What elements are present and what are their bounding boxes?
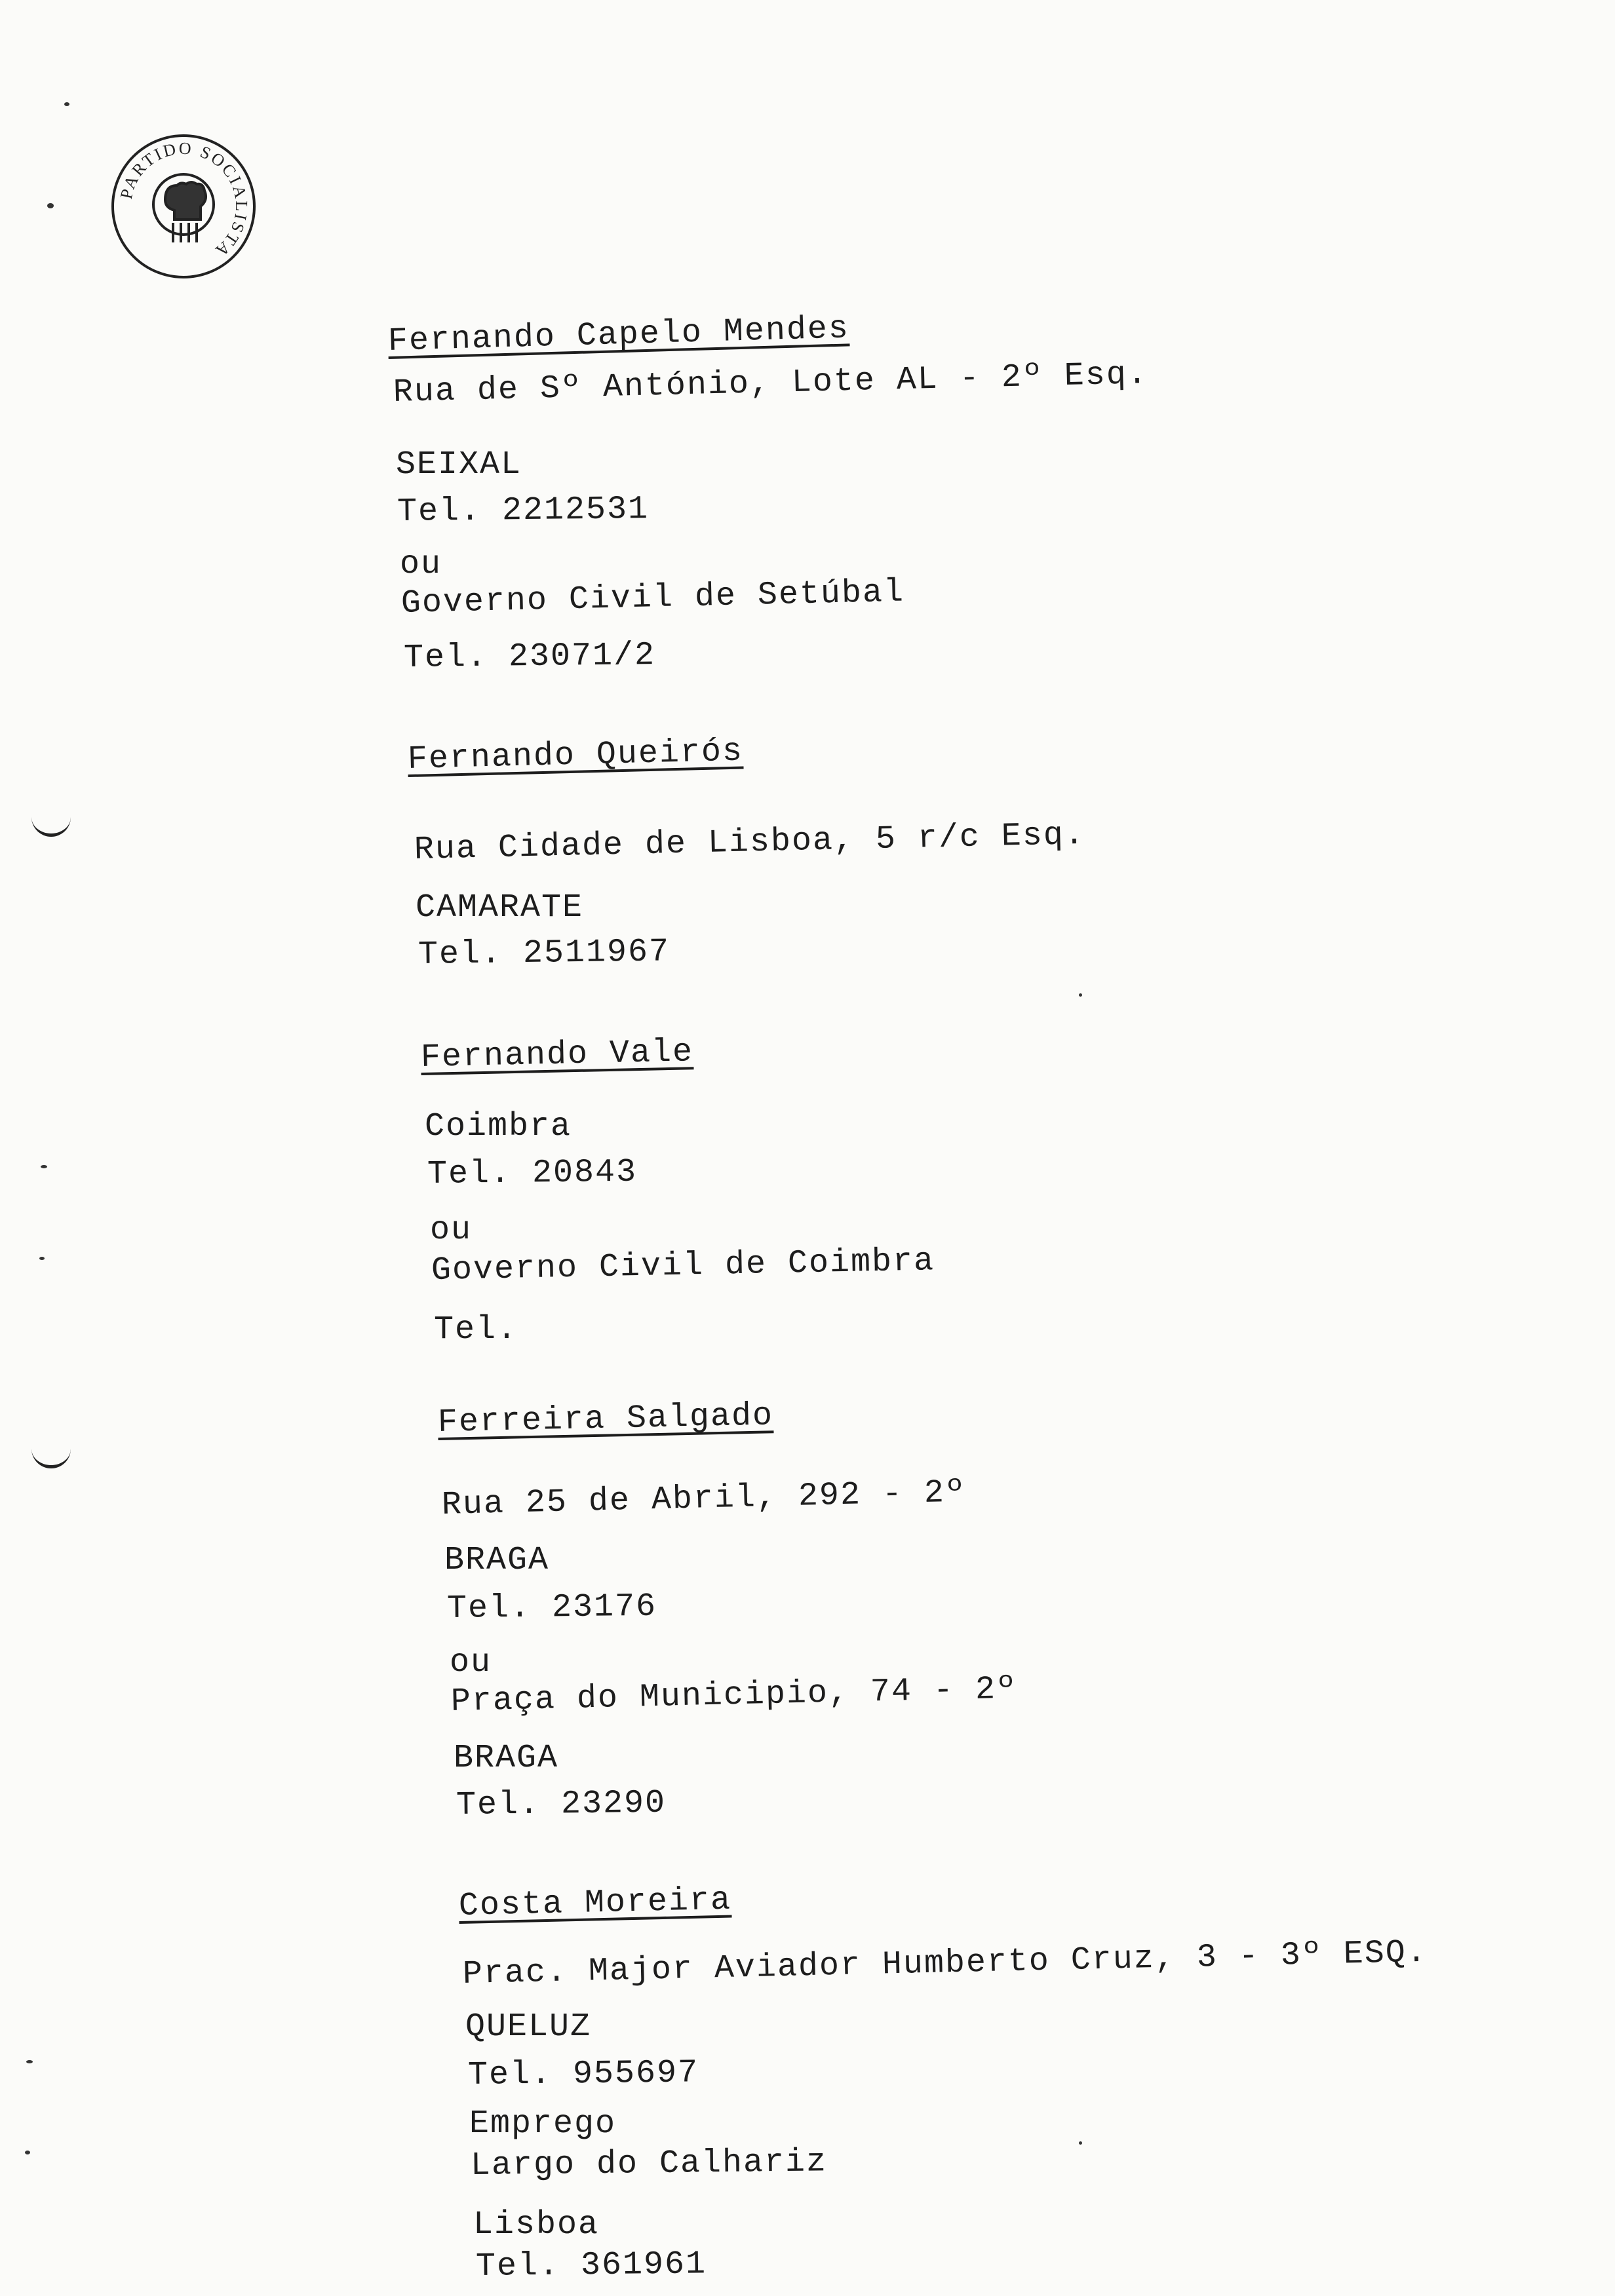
city-line: BRAGA	[444, 1542, 550, 1579]
party-seal-logo	[105, 131, 262, 282]
scan-speck	[1079, 2141, 1082, 2145]
punch-hole-mark	[31, 1439, 71, 1468]
phone-line: Tel. 955697	[467, 2054, 699, 2094]
seal-ring-text: PARTIDO SOCIALISTA	[116, 138, 252, 262]
city-line: QUELUZ	[465, 2008, 592, 2046]
phone-line: Tel. 20843	[427, 1153, 638, 1193]
entry-name: Ferreira Salgado	[437, 1397, 774, 1442]
entry-name: Costa Moreira	[458, 1881, 732, 1925]
or-line: ou	[400, 546, 442, 583]
city-line: Coimbra	[425, 1108, 572, 1145]
address-line: Largo do Calhariz	[470, 2143, 828, 2185]
address-line: Rua de Sº António, Lote AL - 2º Esq.	[393, 355, 1149, 411]
address-line: Praça do Municipio, 74 - 2º	[450, 1670, 1018, 1721]
fist-icon	[153, 174, 214, 242]
phone-line: Tel. 361961	[475, 2246, 707, 2286]
address-line: Governo Civil de Coimbra	[431, 1242, 935, 1290]
or-line: ou	[430, 1212, 473, 1249]
phone-line: Tel. 2511967	[418, 933, 671, 974]
phone-line: Tel. 2212531	[397, 490, 650, 531]
entry-name: Fernando Capelo Mendes	[387, 310, 850, 360]
phone-line: Tel. 23290	[456, 1784, 667, 1824]
punch-hole-mark	[31, 807, 71, 837]
or-line: ou	[450, 1644, 492, 1681]
address-line: Rua 25 de Abril, 292 - 2º	[441, 1474, 967, 1524]
city-line: Lisboa	[473, 2206, 600, 2244]
phone-line: Tel.	[434, 1311, 518, 1349]
city-line: BRAGA	[454, 1740, 559, 1777]
scan-speck	[41, 1165, 47, 1168]
city-line: SEIXAL	[396, 446, 522, 484]
scan-speck	[39, 1257, 45, 1260]
scan-speck	[1079, 993, 1082, 997]
address-line: Prac. Major Aviador Humberto Cruz, 3 - 3º ESQ.	[462, 1934, 1428, 1993]
entry-name: Fernando Vale	[420, 1033, 694, 1077]
employer-label: Emprego	[469, 2105, 617, 2143]
address-line: Governo Civil de Setúbal	[400, 573, 905, 622]
city-line: CAMARATE	[416, 889, 584, 927]
scan-speck	[64, 102, 69, 106]
phone-line: Tel. 23176	[446, 1588, 657, 1628]
address-line: Rua Cidade de Lisboa, 5 r/c Esq.	[414, 816, 1086, 869]
phone-line: Tel. 23071/2	[403, 636, 656, 677]
entry-name: Fernando Queirós	[407, 733, 744, 778]
scan-speck	[25, 2151, 30, 2154]
scan-speck	[26, 2060, 33, 2063]
scan-speck	[47, 203, 54, 208]
